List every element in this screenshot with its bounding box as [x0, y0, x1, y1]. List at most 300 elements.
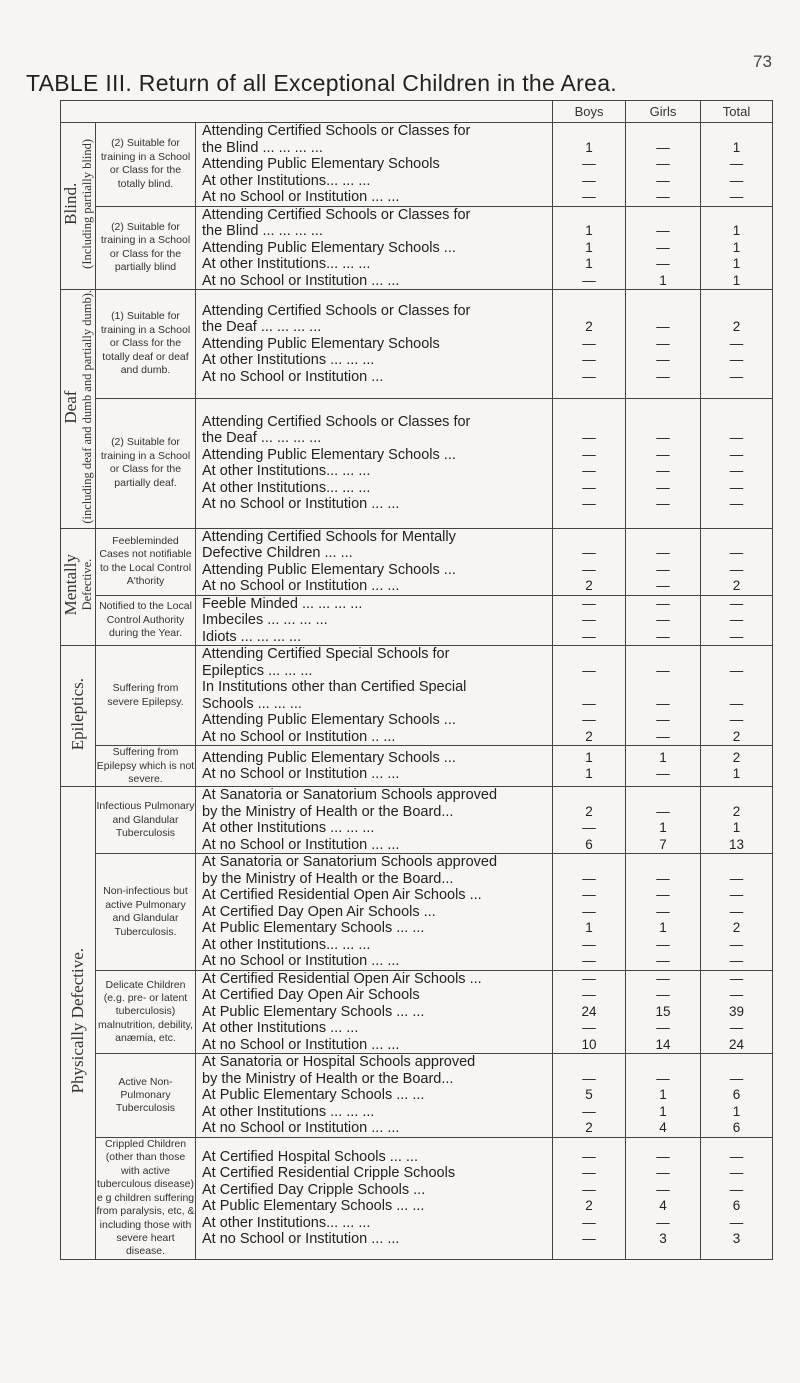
boys-value: — [582, 953, 596, 969]
boys-value: — [582, 595, 596, 611]
description-line: At Certified Day Cripple Schools ... [202, 1181, 426, 1198]
girls-cell [626, 398, 701, 528]
girls-value: 1 [659, 1103, 667, 1119]
boys-cell [553, 528, 626, 595]
total-value: 24 [729, 1036, 745, 1052]
girls-value: — [656, 430, 670, 446]
total-value: 1 [732, 766, 741, 782]
total-value: 2 [732, 578, 741, 594]
boys-cell [553, 646, 626, 746]
description-line: At other Institutions... ... ... [202, 1214, 371, 1231]
girls-value: — [656, 803, 670, 819]
boys-value: — [582, 662, 596, 678]
description-line: At Certified Residential Cripple Schools [202, 1165, 456, 1182]
total-cell [701, 206, 773, 290]
girls-cell [626, 206, 701, 290]
description-line: At no School or Institution ... ... [202, 1036, 400, 1053]
description-line: Epileptics ... ... ... [202, 662, 313, 679]
boys-value: — [582, 695, 596, 711]
girls-value: — [656, 139, 670, 155]
description-line: At other Institutions... ... ... [202, 479, 371, 496]
header-row [61, 101, 773, 123]
girls-cell [626, 290, 701, 399]
boys-value: — [582, 870, 596, 886]
boys-value: — [582, 1214, 596, 1230]
girls-spacer [626, 854, 700, 871]
total-value: — [729, 1148, 744, 1164]
boys-value: — [582, 936, 596, 952]
boys-spacer [553, 529, 625, 546]
boys-value: 24 [581, 1003, 597, 1019]
description-line: At no School or Institution ... ... [202, 578, 400, 595]
description-line: At Certified Hospital Schools ... ... [202, 1148, 418, 1165]
category-name: Physically Defective. [68, 948, 88, 1094]
category-note: Defective. [80, 559, 95, 611]
group-label: Notified to the Local Control Authority during the Year. [96, 595, 196, 646]
description-line: Attending Public Elementary Schools ... [202, 239, 456, 256]
group-label: (2) Suitable for training in a School or Class for the totally blind. [96, 123, 196, 207]
description-line: Attending Certified Special Schools for [202, 646, 450, 663]
boys-cell [553, 1137, 626, 1259]
girls-value: — [656, 1214, 670, 1230]
total-cell [701, 123, 773, 207]
boys-value: — [582, 1165, 596, 1181]
total-value: — [729, 970, 744, 986]
total-spacer [701, 123, 772, 140]
group-label: Non-infectious but active Pulmonary and Glandular Tuberculosis. [96, 854, 196, 971]
girls-value: 1 [659, 272, 667, 288]
girls-value: — [656, 936, 670, 952]
boys-value: 2 [585, 578, 593, 594]
boys-value: — [582, 430, 596, 446]
total-value: — [729, 662, 744, 678]
girls-cell [626, 1054, 701, 1138]
boys-value: 5 [585, 1087, 593, 1103]
description-line: At Certified Day Open Air Schools ... [202, 903, 436, 920]
girls-value: — [656, 463, 670, 479]
boys-value: 1 [585, 766, 593, 782]
girls-spacer [626, 529, 700, 546]
girls-value: — [656, 987, 670, 1003]
boys-spacer [553, 679, 625, 696]
total-value: — [729, 172, 744, 188]
description-line: the Deaf ... ... ... ... [202, 319, 322, 336]
girls-value: — [656, 628, 670, 644]
boys-spacer [553, 207, 625, 224]
total-spacer [701, 529, 772, 546]
total-value: — [729, 479, 744, 495]
boys-cell [553, 398, 626, 528]
boys-value: — [582, 1181, 596, 1197]
description-line: At Certified Residential Open Air Schools ... [202, 887, 482, 904]
boys-value: 2 [585, 319, 593, 335]
description-line: At other Institutions ... ... ... [202, 352, 375, 369]
girls-spacer [626, 646, 700, 663]
group-label: Active Non-Pulmonary Tuberculosis [96, 1054, 196, 1138]
group-label: Delicate Children (e.g. pre- or latent tuberculosis) malnutrition, debility, anæmia, etc. [96, 970, 196, 1054]
table-group-row [61, 970, 773, 1054]
total-header: Total [701, 101, 773, 123]
total-spacer [701, 854, 772, 871]
total-value: — [729, 189, 744, 204]
total-spacer [701, 207, 772, 224]
total-value: — [729, 352, 744, 368]
description-cell [196, 123, 553, 207]
girls-cell [626, 1137, 701, 1259]
boys-value: — [582, 335, 596, 351]
girls-cell [626, 787, 701, 854]
description-line: the Blind ... ... ... ... [202, 139, 323, 156]
description-line: At no School or Institution ... ... [202, 766, 400, 783]
table-group-row [61, 1054, 773, 1138]
boys-value: — [582, 189, 596, 204]
description-line: At no School or Institution .. ... [202, 728, 396, 745]
girls-value: — [656, 352, 670, 368]
girls-value: 1 [659, 1087, 667, 1103]
description-line: Attending Certified Schools or Classes for [202, 206, 471, 223]
group-label: Crippled Children (other than those with active tuberculous disease) e g children suffering from paralysis, etc, & including those with severe heart disease. [96, 1137, 195, 1258]
description-line: Attending Public Elementary Schools ... [202, 712, 456, 729]
description-line: At Public Elementary Schools ... ... [202, 1003, 425, 1020]
description-line: Feeble Minded ... ... ... ... [202, 595, 363, 612]
boys-value: 1 [585, 256, 593, 271]
total-value: — [729, 1214, 744, 1230]
description-line: by the Ministry of Health or the Board... [202, 803, 454, 820]
table-title: TABLE III. Return of all Exceptional Children in the Area. [26, 70, 617, 96]
girls-value: — [656, 1165, 670, 1181]
boys-value: — [582, 628, 596, 644]
girls-value: — [656, 172, 670, 188]
table-group-row [61, 1137, 773, 1259]
boys-value: 6 [585, 836, 593, 852]
total-value: 2 [732, 920, 741, 936]
total-value: — [729, 463, 744, 479]
boys-cell [553, 206, 626, 290]
total-value: — [729, 156, 744, 171]
girls-value: — [656, 335, 670, 351]
total-cell [701, 787, 773, 854]
description-cell [196, 398, 553, 528]
boys-value: 2 [585, 803, 593, 819]
description-line: Attending Certified Schools or Classes for [202, 302, 471, 319]
description-line: Attending Public Elementary Schools ... [202, 749, 456, 766]
girls-value: — [656, 612, 670, 628]
category-cell [61, 787, 96, 1259]
description-line: At other Institutions... ... ... [202, 256, 371, 272]
total-cell [701, 1054, 773, 1138]
girls-value: — [656, 766, 670, 782]
description-line: At other Institutions ... ... [202, 1020, 359, 1037]
total-value: — [729, 496, 744, 512]
girls-value: — [656, 1148, 670, 1164]
total-value: 1 [732, 223, 741, 238]
description-line: by the Ministry of Health or the Board... [202, 1070, 454, 1087]
category-label [68, 678, 87, 750]
girls-spacer [626, 303, 700, 320]
description-cell [196, 1054, 553, 1138]
total-cell [701, 1137, 773, 1259]
description-cell [196, 970, 553, 1054]
category-label [61, 290, 94, 524]
description-line: At other Institutions... ... ... [202, 936, 371, 953]
girls-value: 1 [659, 820, 667, 836]
description-line: At other Institutions ... ... ... [202, 1103, 375, 1120]
girls-value: — [656, 1070, 670, 1086]
table-group-row [61, 206, 773, 290]
girls-value: 4 [659, 1198, 667, 1214]
girls-value: 3 [659, 1231, 667, 1247]
total-value: — [729, 987, 744, 1003]
total-value: 6 [732, 1198, 741, 1214]
girls-value: 7 [659, 836, 667, 852]
description-line: At Public Elementary Schools ... ... [202, 920, 425, 937]
boys-cell [553, 595, 626, 646]
boys-cell [553, 746, 626, 787]
description-line: Attending Certified Schools or Classes for [202, 413, 471, 430]
total-value: — [729, 695, 744, 711]
group-label: Suffering from severe Epilepsy. [96, 646, 196, 746]
description-cell [196, 290, 553, 399]
boys-value: — [582, 1103, 596, 1119]
girls-value: 4 [659, 1120, 667, 1136]
girls-value: — [656, 578, 670, 594]
boys-value: 1 [585, 223, 593, 238]
description-cell [196, 787, 553, 854]
boys-value: — [582, 368, 596, 384]
total-cell [701, 854, 773, 971]
total-spacer [701, 646, 772, 663]
girls-value: — [656, 870, 670, 886]
total-value: 39 [729, 1003, 745, 1019]
total-value: 2 [732, 803, 741, 819]
boys-value: — [582, 612, 596, 628]
total-value: 3 [732, 1231, 741, 1247]
description-cell [196, 854, 553, 971]
boys-value: — [582, 820, 596, 836]
total-value: 13 [729, 836, 745, 852]
category-cell [61, 528, 96, 646]
girls-value: — [656, 903, 670, 919]
girls-value: — [656, 728, 670, 744]
girls-value: — [656, 156, 670, 171]
description-cell [196, 595, 553, 646]
description-cell [196, 646, 553, 746]
group-label: (2) Suitable for training in a School or Class for the partially deaf. [96, 398, 196, 528]
boys-value: 1 [585, 239, 593, 255]
total-value: 1 [732, 139, 741, 155]
boys-value: 1 [585, 920, 593, 936]
boys-spacer [553, 1054, 625, 1071]
description-line: Attending Public Elementary Schools ... [202, 446, 456, 463]
boys-cell [553, 970, 626, 1054]
boys-spacer [553, 303, 625, 320]
boys-value: — [582, 352, 596, 368]
category-label [61, 554, 94, 615]
total-value: 1 [732, 239, 741, 255]
description-line: At Certified Day Open Air Schools [202, 987, 420, 1004]
girls-value: — [656, 239, 670, 255]
girls-value: — [656, 545, 670, 561]
total-cell [701, 646, 773, 746]
table-group-row [61, 528, 773, 595]
description-cell [196, 206, 553, 290]
girls-cell [626, 595, 701, 646]
boys-value: — [582, 887, 596, 903]
category-label [68, 948, 87, 1093]
table-group-row [61, 123, 773, 207]
description-line: Imbeciles ... ... ... ... [202, 612, 328, 629]
category-cell [61, 123, 96, 290]
total-value: 6 [732, 1120, 741, 1136]
description-line: by the Ministry of Health or the Board... [202, 870, 454, 887]
category-name: Blind. [61, 182, 81, 226]
category-name: Epileptics. [68, 678, 88, 751]
description-line: At other Institutions... ... ... [202, 172, 371, 189]
table-group-row [61, 746, 773, 787]
total-value: — [729, 903, 744, 919]
category-note: (Including partially blind) [80, 139, 95, 269]
description-line: At no School or Institution ... ... [202, 1120, 400, 1137]
total-value: 1 [732, 820, 741, 836]
girls-spacer [626, 207, 700, 224]
total-value: 2 [732, 319, 741, 335]
boys-value: 2 [585, 728, 593, 744]
girls-value: 15 [655, 1003, 671, 1019]
girls-spacer [626, 679, 700, 696]
boys-spacer [553, 646, 625, 663]
description-line: Attending Certified Schools or Classes for [202, 123, 471, 139]
boys-value: — [582, 712, 596, 728]
boys-value: — [582, 561, 596, 577]
girls-value: — [656, 496, 670, 512]
total-value: — [729, 1070, 744, 1086]
description-line: Schools ... ... ... [202, 695, 302, 712]
description-cell [196, 1137, 553, 1259]
description-line: Attending Public Elementary Schools [202, 156, 440, 172]
girls-spacer [626, 1054, 700, 1071]
girls-value: — [656, 446, 670, 462]
girls-value: 1 [659, 749, 667, 765]
girls-value: — [656, 595, 670, 611]
boys-value: — [582, 1070, 596, 1086]
description-line: In Institutions other than Certified Special [202, 679, 467, 696]
total-value: — [729, 1020, 744, 1036]
total-value: 1 [732, 1103, 741, 1119]
girls-spacer [626, 414, 700, 431]
total-cell [701, 290, 773, 399]
girls-value: — [656, 319, 670, 335]
boys-value: — [582, 1020, 596, 1036]
total-spacer [701, 679, 772, 696]
boys-value: 1 [585, 139, 593, 155]
total-value: 1 [732, 272, 741, 288]
girls-value: — [656, 970, 670, 986]
description-line: At Sanatoria or Hospital Schools approved [202, 1054, 476, 1071]
group-label: (1) Suitable for training in a School or Class for the totally deaf or deaf and dumb. [96, 290, 196, 399]
description-line: Idiots ... ... ... ... [202, 628, 302, 645]
total-value: — [729, 545, 744, 561]
total-cell [701, 595, 773, 646]
boys-cell [553, 123, 626, 207]
girls-value: — [656, 561, 670, 577]
total-cell [701, 528, 773, 595]
total-cell [701, 398, 773, 528]
table-group-row [61, 290, 773, 399]
total-value: — [729, 870, 744, 886]
girls-value: 1 [659, 920, 667, 936]
girls-value: — [656, 662, 670, 678]
boys-value: — [582, 172, 596, 188]
boys-cell [553, 290, 626, 399]
boys-value: 10 [581, 1036, 597, 1052]
total-cell [701, 746, 773, 787]
girls-value: — [656, 1181, 670, 1197]
category-note: (including deaf and dumb and partially dumb). [80, 290, 95, 524]
total-value: 1 [732, 256, 741, 271]
group-label: Suffering from Epilepsy which is not severe. [96, 746, 195, 785]
category-cell [61, 290, 96, 529]
girls-value: — [656, 887, 670, 903]
description-cell [196, 746, 553, 787]
table-group-row [61, 854, 773, 971]
total-value: — [729, 1181, 744, 1197]
return-table [60, 100, 773, 1260]
description-line: At no School or Institution ... ... [202, 496, 400, 513]
total-spacer [701, 414, 772, 431]
boys-header: Boys [553, 101, 626, 123]
total-value: — [729, 368, 744, 384]
girls-cell [626, 123, 701, 207]
boys-value: — [582, 545, 596, 561]
group-label: (2) Suitable for training in a School or Class for the partially blind [96, 206, 196, 290]
boys-spacer [553, 414, 625, 431]
header-blank [61, 101, 553, 123]
description-line: Attending Certified Schools for Mentally [202, 528, 456, 545]
total-value: — [729, 595, 744, 611]
girls-cell [626, 854, 701, 971]
boys-value: — [582, 272, 596, 288]
boys-cell [553, 854, 626, 971]
boys-value: 2 [585, 1120, 593, 1136]
boys-value: — [582, 1231, 596, 1247]
boys-value: — [582, 496, 596, 512]
table-group-row [61, 646, 773, 746]
description-line: the Blind ... ... ... ... [202, 223, 323, 239]
description-line: At no School or Institution ... ... [202, 836, 400, 853]
girls-value: 14 [655, 1036, 671, 1052]
boys-value: — [582, 156, 596, 171]
description-line: At Sanatoria or Sanatorium Schools approved [202, 787, 498, 804]
total-value: — [729, 887, 744, 903]
boys-value: — [582, 987, 596, 1003]
total-value: — [729, 628, 744, 644]
total-value: 2 [732, 728, 741, 744]
description-line: At Certified Residential Open Air Schools ... [202, 970, 482, 987]
boys-cell [553, 1054, 626, 1138]
description-line: the Deaf ... ... ... ... [202, 430, 322, 447]
description-line: At no School or Institution ... ... [202, 1231, 400, 1248]
total-value: — [729, 1165, 744, 1181]
total-value: — [729, 612, 744, 628]
girls-value: — [656, 712, 670, 728]
boys-value: — [582, 479, 596, 495]
table-group-row [61, 595, 773, 646]
total-value: — [729, 953, 744, 969]
description-line: At Sanatoria or Sanatorium Schools approved [202, 854, 498, 871]
boys-value: — [582, 970, 596, 986]
boys-spacer [553, 787, 625, 804]
boys-spacer [553, 854, 625, 871]
